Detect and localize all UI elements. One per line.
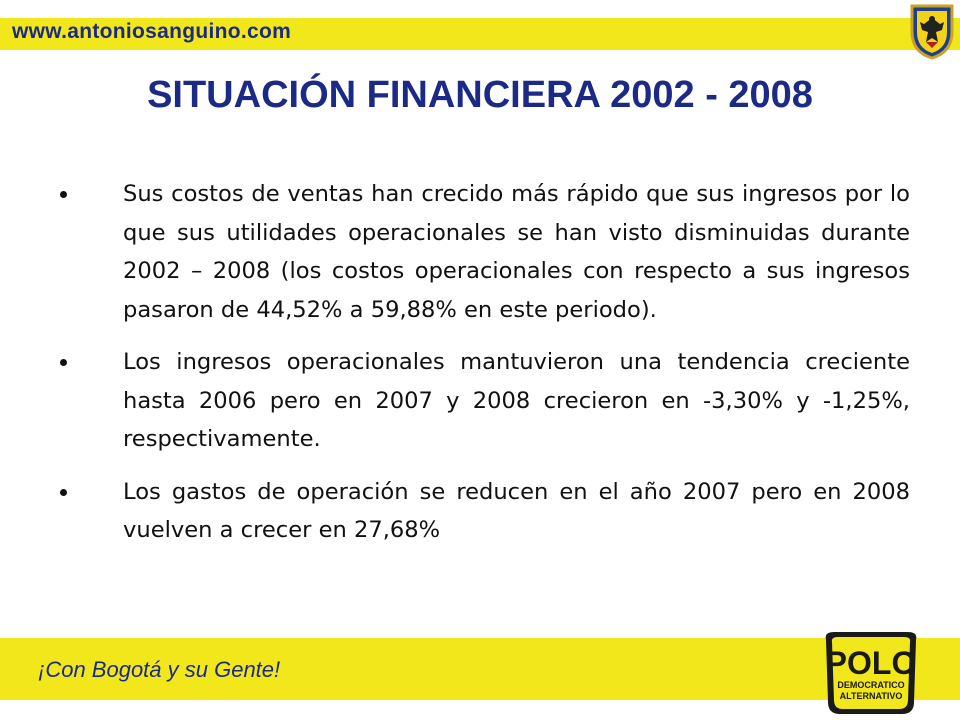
- bullet-item: [60, 473, 910, 550]
- bullet-list: [60, 175, 910, 564]
- bullet-item: [60, 175, 910, 329]
- logo-line1: DEMOCRATICO: [837, 680, 905, 690]
- bullet-text: Los ingresos operacionales mantuvieron una tendencia creciente hasta 2006 pero en 2007 y 2008 crecieron en -3,30% y -1,25%, respectivamente.: [123, 349, 910, 452]
- polo-democratico-logo: [816, 628, 926, 718]
- bogota-coat-of-arms-icon: [908, 2, 956, 60]
- logo-line2: ALTERNATIVO: [839, 691, 903, 701]
- bullet-text: Los gastos de operación se reducen en el año 2007 pero en 2008 vuelven a crecer en 27,68%: [123, 478, 910, 543]
- page-title: SITUACIÓN FINANCIERA 2002 - 2008: [147, 74, 813, 116]
- bullet-text: Sus costos de ventas han crecido más rápido que sus ingresos por lo que sus utilidades operacionales se han visto disminuidas durante 2002 – 2008 (los costos operacionales con respecto a sus ingresos pasaron de 44,52% a 59,88% en este periodo).: [123, 181, 910, 323]
- site-url: www.antoniosanguino.com: [12, 20, 292, 43]
- logo-name: POLO: [825, 645, 917, 681]
- bullet-item: [60, 343, 910, 459]
- footer-slogan: ¡Con Bogotá y su Gente!: [38, 657, 281, 682]
